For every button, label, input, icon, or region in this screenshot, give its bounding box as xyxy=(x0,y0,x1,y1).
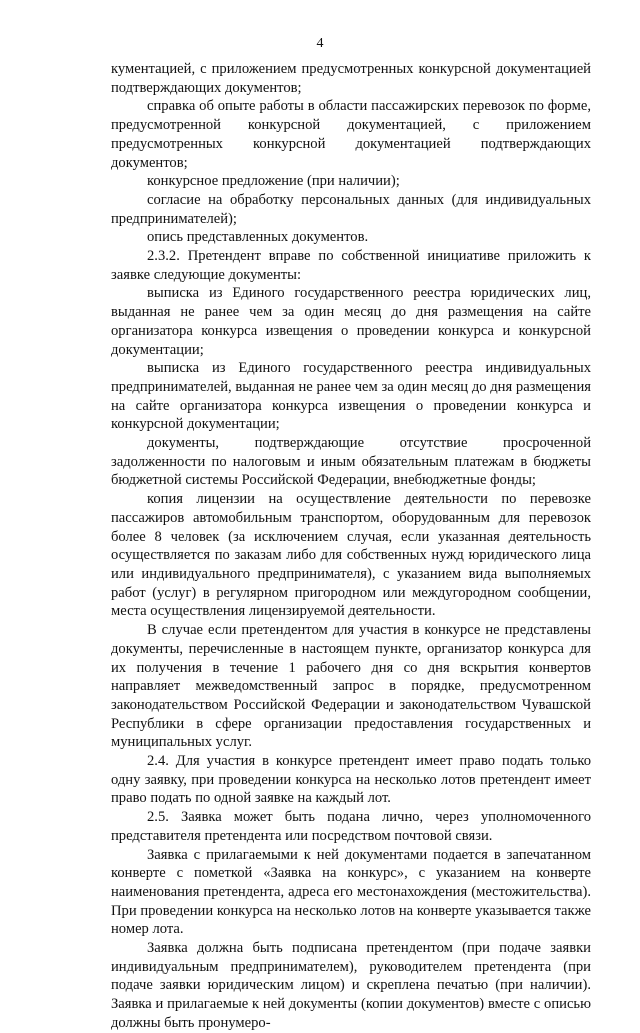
paragraph-1: кументацией, с приложением предусмотренных конкурсной документацией подтверждающих документов; xyxy=(111,61,591,96)
paragraph-11: В случае если претендентом для участия в конкурсе не представлены документы, перечисленные в настоящем пункте, организатор конкурса для их получения в течение 1 рабочего дня со дня вскрытия конвертов направляет межведомственный запрос в порядке, предусмотренном законодательством Российской Федерации и законодательством Чувашской Республики в сфере организации предоставления государственных и муниципальных услуг. xyxy=(111,622,591,751)
paragraph-7: выписка из Единого государственного реестра юридических лиц, выданная не ранее чем за один месяц до дня размещения на сайте организатора конкурса извещения о проведении конкурса и конкурсной документации; xyxy=(111,285,591,358)
page-number: 4 xyxy=(316,36,324,51)
paragraph-2: справка об опыте работы в области пассажирских перевозок по форме, предусмотренной конкурсной документацией, с приложением предусмотренных конкурсной документацией подтверждающих документов; xyxy=(111,98,591,171)
paragraph-14: Заявка с прилагаемыми к ней документами подается в запечатанном конверте с пометкой «Заявка на конкурс», с указанием на конверте наименования претендента, адреса его местонахождения (местожительства). При проведении конкурса на несколько лотов на конверте указывается также номер лота. xyxy=(111,846,591,938)
paragraph-5: опись представленных документов. xyxy=(147,229,369,246)
paragraph-15: Заявка должна быть подписана претендентом (при подаче заявки индивидуальным предпринимателем), руководителем претендента (при подаче заявки юридическим лицом) и скреплена печатью (при наличии). Заявка и прилагаемые к ней документы (копии документов) вместе с описью должны быть пронумеро- xyxy=(111,940,591,1031)
paragraph-13: 2.5. Заявка может быть подана лично, через уполномоченного представителя претендента или посредством почтовой связи. xyxy=(111,809,591,844)
paragraph-4: согласие на обработку персональных данных (для индивидуальных предпринимателей); xyxy=(111,191,591,227)
paragraph-10: копия лицензии на осуществление деятельности по перевозке пассажиров автомобильным транспортом, оборудованным для перевозок более 8 человек (за исключением случая, если указанная деятельность осуществляется по заказам либо для собственных нужд юридического лица или индивидуального предпринимателя), с указанием вида выполняемых работ (услуг) в регулярном пригородном или междугородном сообщении, места осуществления лицензируемой деятельности. xyxy=(111,491,591,620)
paragraph-6: 2.3.2. Претендент вправе по собственной инициативе приложить к заявке следующие документы: xyxy=(111,248,591,283)
paragraph-8: выписка из Единого государственного реестра индивидуальных предпринимателей, выданная не ранее чем за один месяц до дня размещения на сайте организатора конкурса извещения о проведении конкурса и конкурсной документации; xyxy=(111,360,591,433)
paragraph-12: 2.4. Для участия в конкурсе претендент имеет право подать только одну заявку, при проведении конкурса на несколько лотов претендент имеет право подать по одной заявке на каждый лот. xyxy=(111,753,591,807)
paragraph-9: документы, подтверждающие отсутствие просроченной задолженности по налоговым и иным обязательным платежам в бюджеты бюджетной системы Российской Федерации, внебюджетные фонды; xyxy=(111,435,591,489)
document-body xyxy=(111,60,591,1033)
paragraph-3: конкурсное предложение (при наличии); xyxy=(147,173,400,190)
